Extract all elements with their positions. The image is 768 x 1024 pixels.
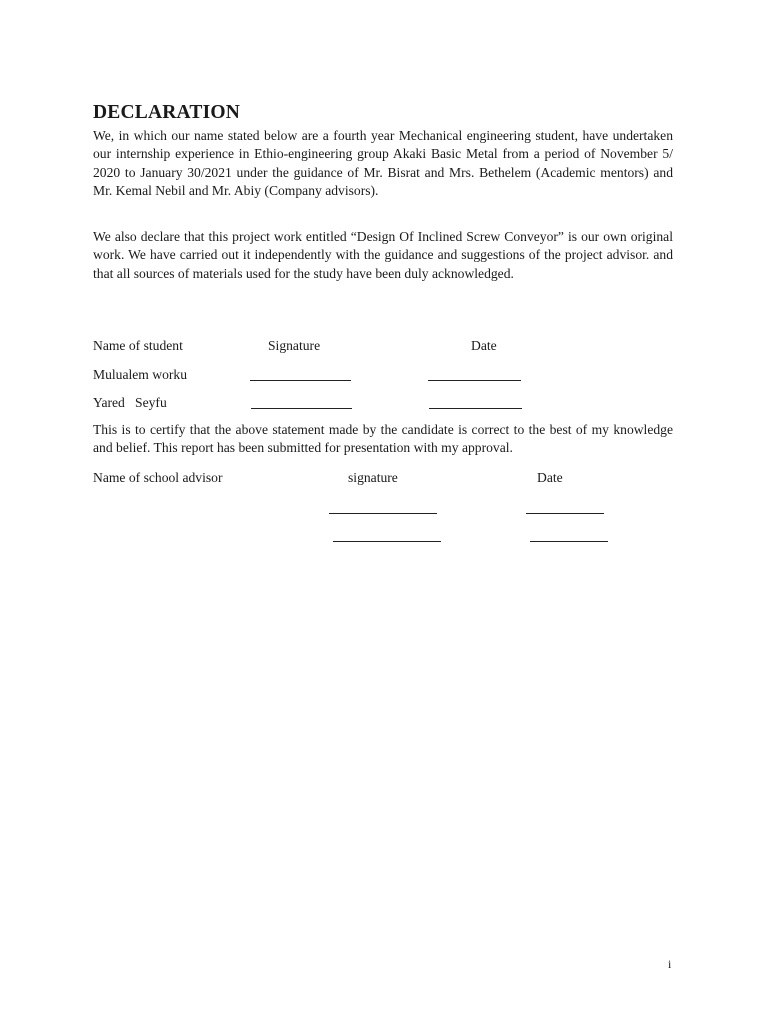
student-name: Mulualem worku [93, 367, 188, 382]
date-line [530, 541, 608, 542]
date-line [526, 513, 604, 514]
date-line [429, 408, 522, 409]
signature-line [251, 408, 352, 409]
page-number: i [668, 957, 672, 971]
originality-paragraph: We also declare that this project work entitled “Design Of Inclined Screw Conveyor” is our own original work. We have carried out it independently with the guidance and suggestions of the project advisor. and that all sources of materials used for the study have been duly acknowledged. [93, 229, 673, 281]
column-header-date: Date [537, 470, 563, 485]
column-header-advisor-name: Name of school advisor [93, 470, 223, 485]
signature-line [250, 380, 351, 381]
page-title: DECLARATION [93, 102, 241, 123]
declaration-paragraph: We, in which our name stated below are a fourth year Mechanical engineering student, have undertaken our internship experience in Ethio-engineering group Akaki Basic Metal from a period of November 5/ 2020 to January 30/2021 under the guidance of Mr. Bisrat and Mrs. Bethelem (Academic mentors) and Mr. Kemal Nebil and Mr. Abiy (Company advisors). [93, 128, 673, 198]
signature-line [329, 513, 437, 514]
signature-line [333, 541, 441, 542]
certification-paragraph: This is to certify that the above statement made by the candidate is correct to the best of my knowledge and belief. This report has been submitted for presentation with my approval. [93, 422, 673, 456]
student-name: Yared Seyfu [93, 395, 167, 410]
date-line [428, 380, 521, 381]
column-header-name: Name of student [93, 338, 183, 353]
column-header-signature: signature [348, 470, 398, 485]
column-header-signature: Signature [268, 338, 321, 353]
column-header-date: Date [471, 338, 497, 353]
